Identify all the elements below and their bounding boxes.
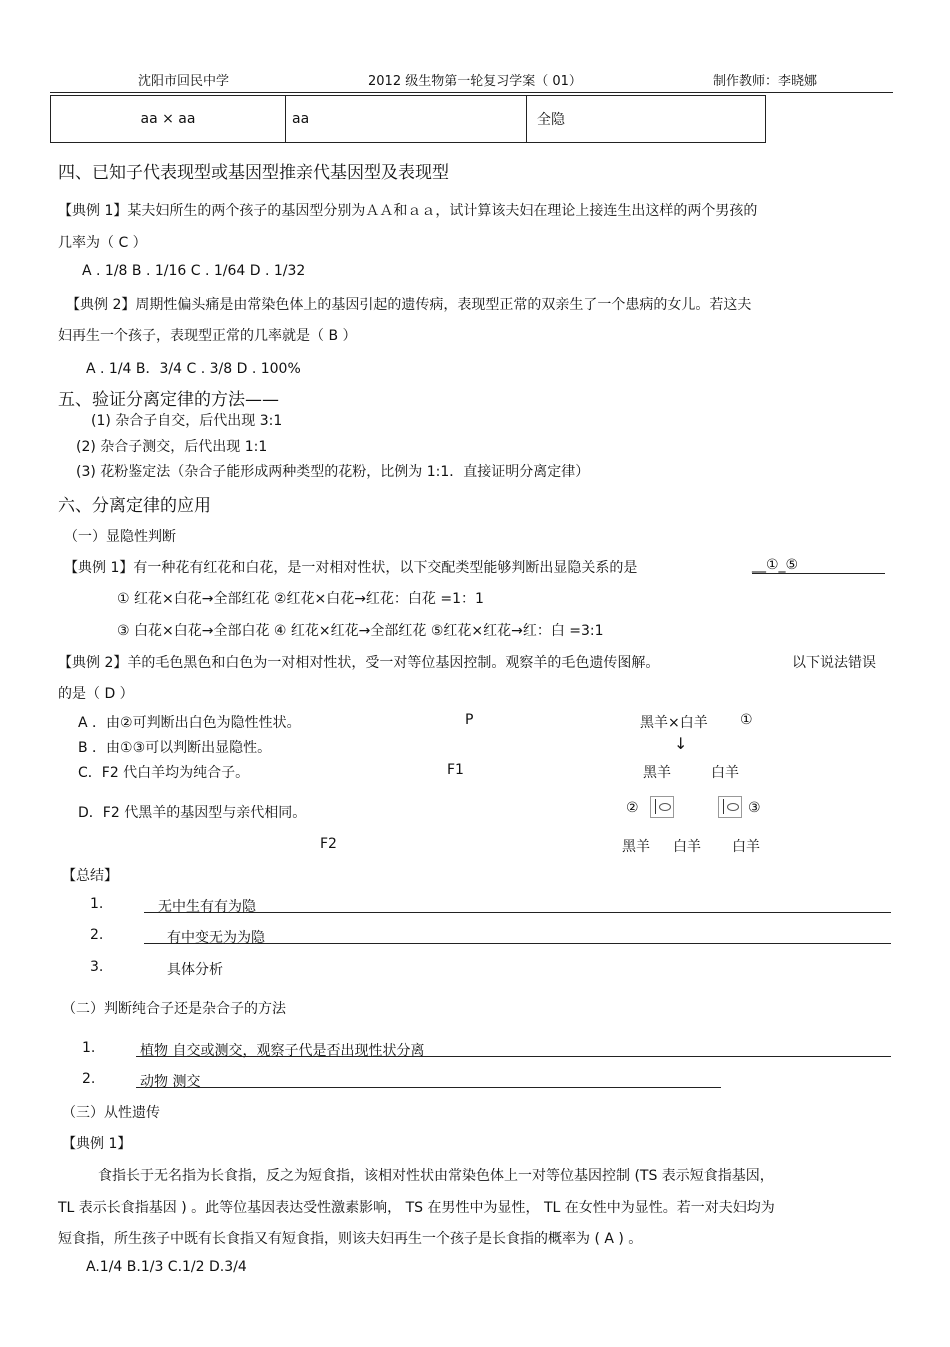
selfing-mark-icon [650, 796, 674, 818]
table-cell-genotype: aa [286, 96, 527, 143]
section-4-title: 四、已知子代表现型或基因型推亲代基因型及表现型 [58, 163, 449, 183]
sec6-example1-options-2: ③ 白花×白花→全部白花 ④ 红花×红花→全部红花 ⑤红花×红花→红：白 =3:1 [117, 623, 604, 639]
diagram-f1-black: 黑羊 [643, 765, 671, 781]
selfing-arrow-icon [650, 796, 674, 818]
section-5-title: 五、验证分离定律的方法—— [58, 390, 279, 410]
sec4-example1-options: A . 1/8 B . 1/16 C . 1/64 D . 1/32 [82, 263, 306, 279]
table-row [51, 96, 766, 143]
summary-item-1-num: 1. [90, 896, 104, 912]
sec5-item-2: (2) 杂合子测交，后代出现 1:1 [76, 439, 268, 455]
sec6-example2-option-c: C．F2 代白羊均为纯合子。 [78, 765, 250, 781]
table-cell-phenotype: 全隐 [527, 96, 766, 143]
header-course: 2012 级生物第一轮复习学案（ 01） [368, 74, 582, 89]
sec6-example3-line3: 短食指，所生孩子中既有长食指又有短食指，则该夫妇再生一个孩子是长食指的概率为 ( A ) 。 [58, 1231, 643, 1247]
sec6-example3-line2: TL 表示长食指基因 ) 。此等位基因表达受性激素影响， TS 在男性中为显性， TL 在女性中为显性。若一对夫妇均为 [58, 1200, 775, 1216]
sec6-example1: 【典例 1】有一种花有红花和白花，是一对相对性状，以下交配类型能够判断出显隐关系的是 [64, 560, 638, 576]
summary-item-2-text: 有中变无为为隐 [167, 930, 265, 946]
example-label: 【典例 1】 [58, 203, 128, 219]
sec6-example3-options: A.1/4 B.1/3 C.1/2 D.3/4 [86, 1259, 247, 1275]
diagram-f2-white-1: 白羊 [673, 839, 701, 855]
sec6-example1-answer [752, 557, 885, 574]
sec6-example2-option-b: B ．由①③可以判断出显隐性。 [78, 740, 272, 756]
diagram-f2-white-2: 白羊 [732, 839, 760, 855]
summary-item-3-text: 具体分析 [167, 962, 223, 978]
method-2-text: 动物 测交 [140, 1074, 201, 1090]
sec4-example2 [66, 294, 751, 314]
diagram-f1-label: F1 [447, 762, 464, 778]
down-arrow-icon: ↓ [674, 734, 688, 753]
summary-item-1-text: 无中生有有为隐 [158, 899, 256, 915]
selfing-arrow-icon [718, 796, 742, 818]
summary-item-1-underline [144, 912, 891, 913]
sec6-example3-line1: 食指长于无名指为长食指，反之为短食指，该相对性状由常染色体上一对等位基因控制 (TS 表示短食指基因， [98, 1168, 774, 1184]
sec6-example2-option-a: A ．由②可判断出白色为隐性性状。 [78, 715, 301, 731]
sec6-part1-title: （一）显隐性判断 [64, 529, 176, 545]
example-label: 【典例 2】 [66, 297, 136, 313]
sec6-part2-title: （二）判断纯合子还是杂合子的方法 [62, 1001, 286, 1017]
sec5-item-3: (3) 花粉鉴定法（杂合子能形成两种类型的花粉，比例为 1:1．直接证明分离定律） [76, 464, 590, 480]
summary-item-2-underline [144, 943, 891, 944]
sec4-example2-options: A . 1/4 B．3/4 C . 3/8 D . 100% [86, 361, 301, 377]
sec6-example3-label: 【典例 1】 [62, 1136, 132, 1152]
method-1-text: 植物 自交或测交，观察子代是否出现性状分离 [140, 1043, 425, 1059]
sec6-part3-title: （三）从性遗传 [62, 1105, 160, 1121]
sec6-example2-question: 的是（ D ） [58, 686, 134, 702]
summary-item-3-num: 3. [90, 959, 104, 975]
method-1-underline [136, 1056, 891, 1057]
sec4-example1 [58, 200, 757, 220]
example-text: 周期性偏头痛是由常染色体上的基因引起的遗传病，表现型正常的双亲生了一个患病的女儿。若这夫 [135, 297, 752, 313]
method-2-underline [136, 1087, 721, 1088]
section-6-title: 六、分离定律的应用 [58, 496, 211, 516]
diagram-parents: 黑羊×白羊 [640, 715, 708, 731]
example-text: 某夫妇所生的两个孩子的基因型分别为ＡＡ和ａａ，试计算该夫妇在理论上接连生出这样的两个男孩的 [127, 203, 758, 219]
diagram-number-1: ① [740, 712, 753, 728]
header-rule [50, 92, 893, 93]
selfing-mark-icon [718, 796, 742, 818]
diagram-number-3: ③ [748, 800, 761, 816]
summary-item-2-num: 2. [90, 927, 104, 943]
answer-text: ①_⑤ [766, 557, 799, 573]
diagram-number-2: ② [626, 800, 639, 816]
sec6-example2-tail: 以下说法错误 [792, 655, 876, 671]
method-1-num: 1. [82, 1040, 96, 1056]
sec5-item-1: (1) 杂合子自交，后代出现 3:1 [91, 413, 283, 429]
diagram-f2-black: 黑羊 [622, 839, 650, 855]
answer-blank: __①_⑤ [752, 557, 885, 574]
sec4-example1-question: 几率为（ C ） [58, 235, 147, 251]
diagram-f2-label: F2 [320, 836, 337, 852]
genotype-table [50, 95, 766, 143]
summary-label: 【总结】 [62, 868, 118, 884]
diagram-p-label: P [465, 712, 474, 728]
diagram-f1-white: 白羊 [711, 765, 739, 781]
sec6-example2: 【典例 2】羊的毛色黑色和白色为一对相对性状，受一对等位基因控制。观察羊的毛色遗传图解。 [58, 655, 660, 671]
sec6-example2-option-d: D．F2 代黑羊的基因型与亲代相同。 [78, 805, 307, 821]
header-school: 沈阳市回民中学 [138, 74, 230, 89]
method-2-num: 2. [82, 1071, 96, 1087]
sec4-example2-question: 妇再生一个孩子，表现型正常的几率就是（ B ） [58, 328, 357, 344]
table-cell-cross: aa × aa [51, 96, 286, 143]
header-teacher: 制作教师：李晓娜 [713, 74, 818, 89]
sec6-example1-options-1: ① 红花×白花→全部红花 ②红花×白花→红花：白花 =1：1 [117, 591, 484, 607]
